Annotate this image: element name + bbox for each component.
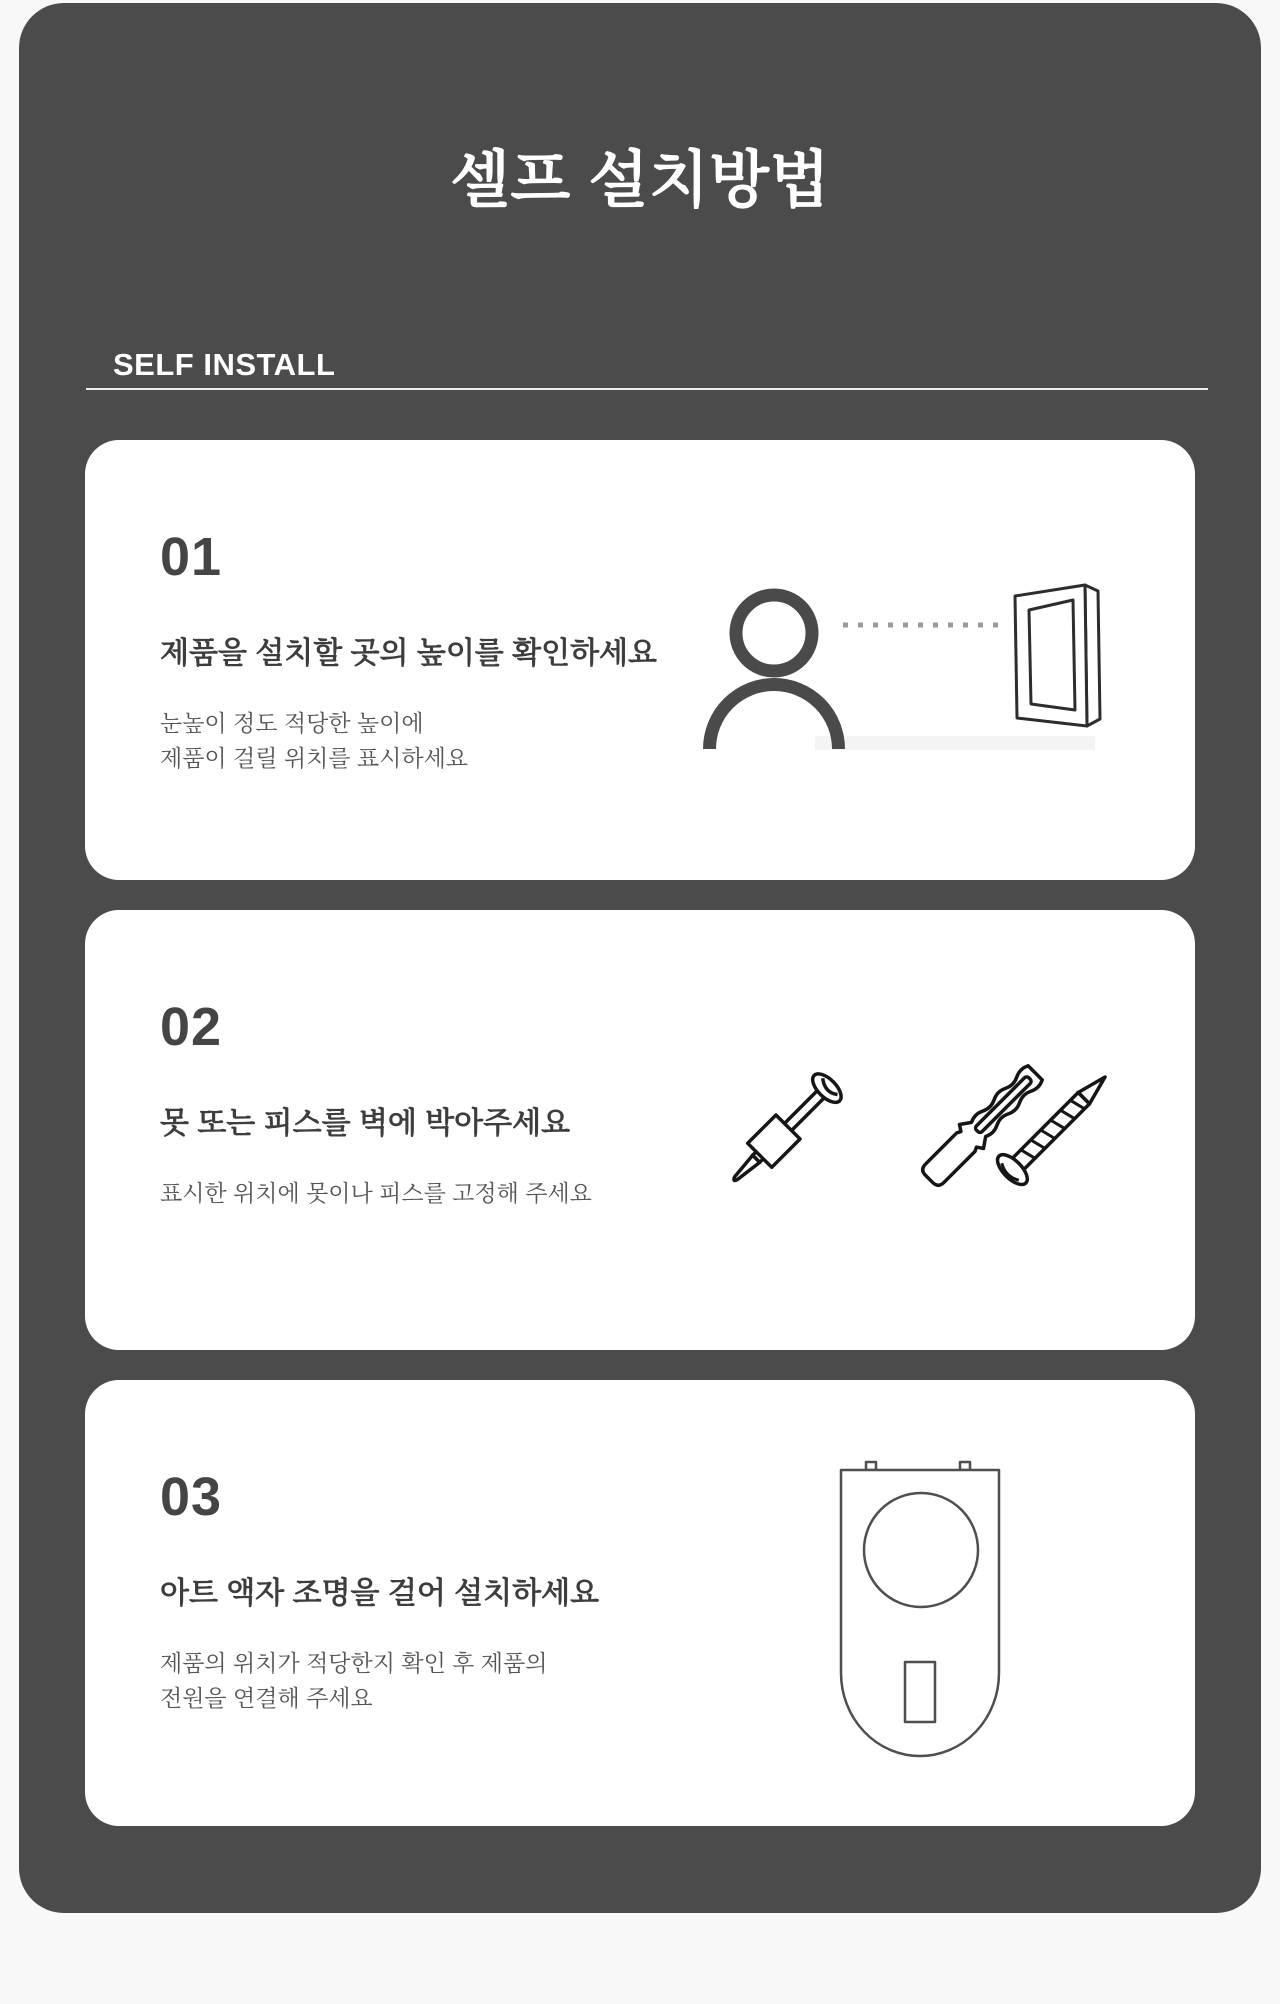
step-card-1 [85,440,1195,880]
step-description-line: 눈높이 정도 적당한 높이에 [160,710,424,736]
step-card-3 [85,1380,1195,1826]
screw-icon [993,1064,1119,1190]
step-title: 아트 액자 조명을 걸어 설치하세요 [160,1577,600,1610]
step-description-line: 표시한 위치에 못이나 피스를 고정해 주세요 [160,1180,592,1206]
step-number: 03 [160,1467,223,1527]
install-guide-panel [19,3,1261,1913]
step-description [160,1646,547,1716]
step-description [160,706,468,776]
wall-anchor-icon [917,1061,1047,1191]
section-divider [86,388,1208,390]
wall-frame-icon [1015,585,1100,726]
person-icon [710,595,839,749]
step-description-line: 전원을 연결해 주세요 [160,1685,373,1711]
back-panel-illustration [830,1452,1010,1767]
step-description [160,1176,592,1211]
page-title: 셀프 설치방법 [449,146,831,215]
nail-and-anchor-illustration [665,1010,1145,1220]
section-label: SELF INSTALL [113,347,336,382]
step-description-line: 제품의 위치가 적당한지 확인 후 제품의 [160,1650,548,1676]
person-eye-level-illustration [685,560,1175,780]
step-title: 못 또는 피스를 벽에 박아주세요 [160,1107,571,1140]
step-description-line: 제품이 걸릴 위치를 표시하세요 [160,745,469,771]
step-title: 제품을 설치할 곳의 높이를 확인하세요 [160,637,658,670]
nail-icon [722,1069,846,1193]
floor-shadow [815,736,1095,750]
panel-outline [841,1470,999,1756]
step-number: 02 [160,997,223,1057]
step-number: 01 [160,527,223,587]
step-card-2 [85,910,1195,1350]
